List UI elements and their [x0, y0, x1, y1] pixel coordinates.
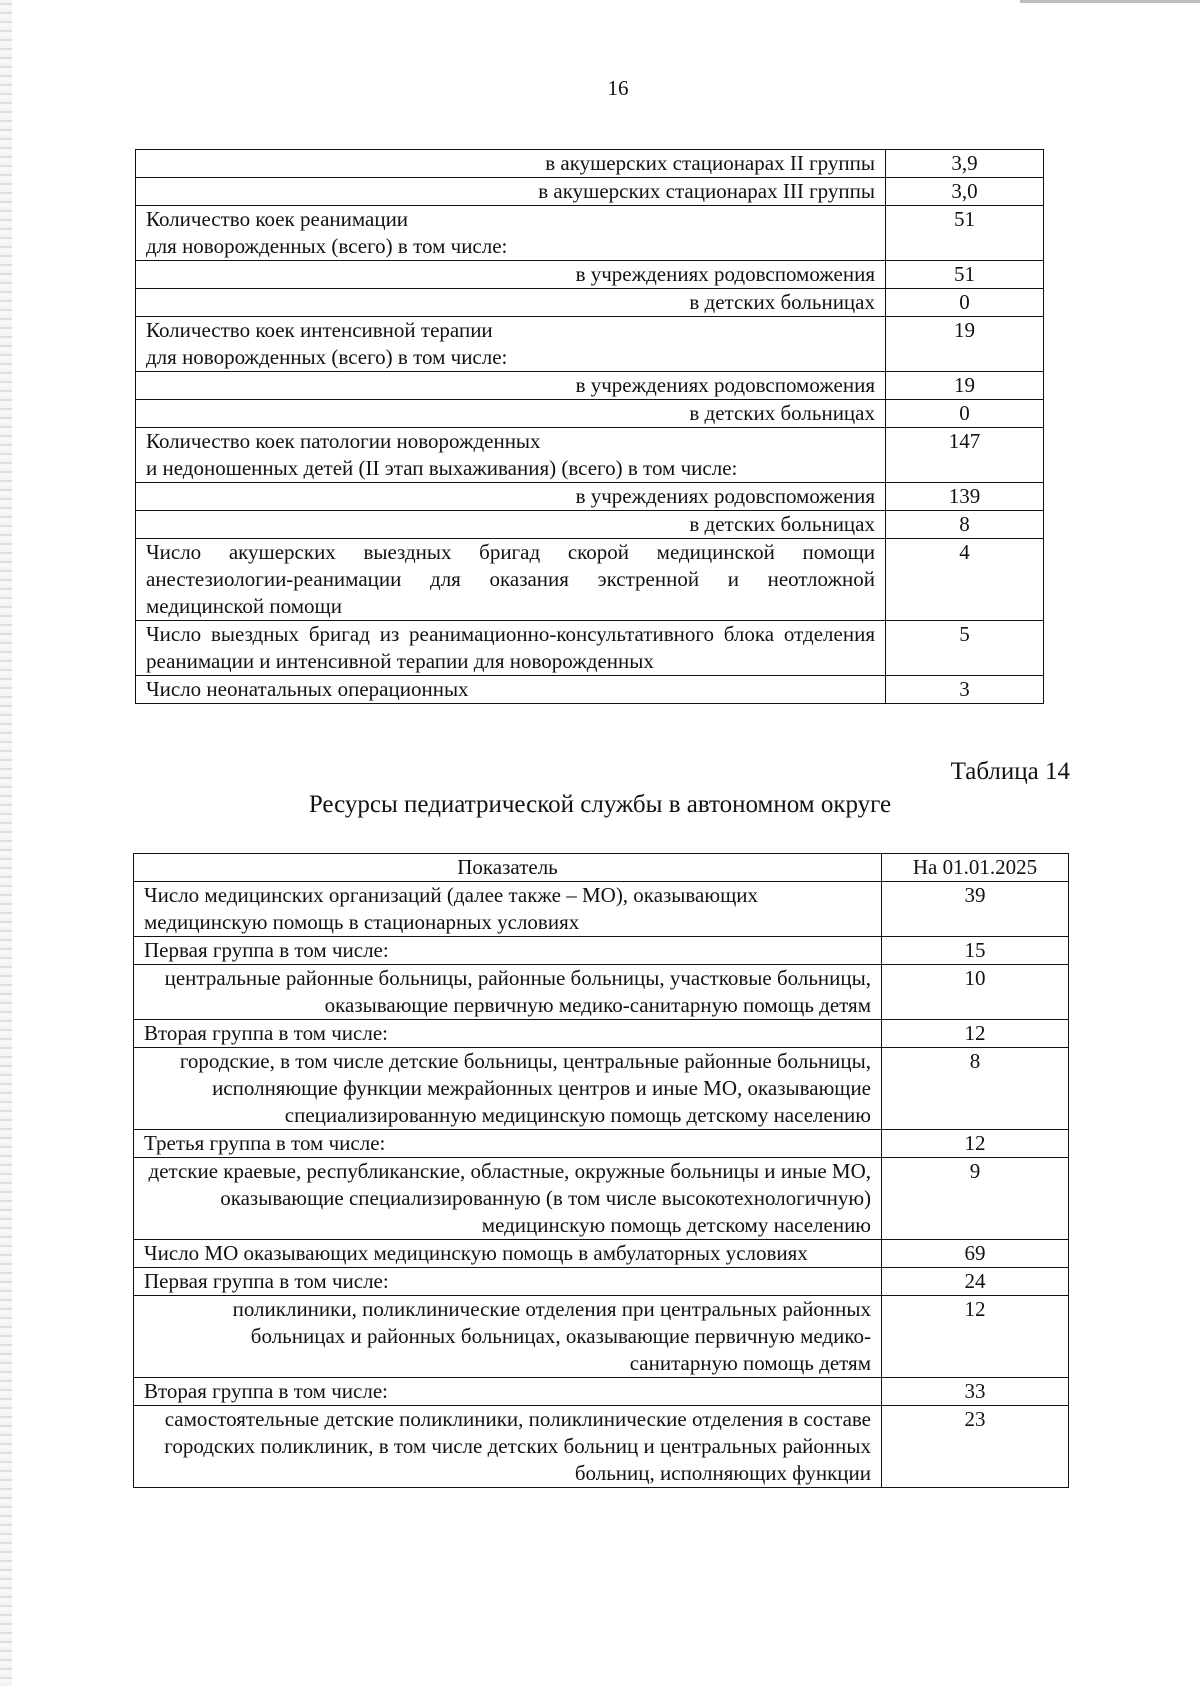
row-label: в учреждениях родовспоможения [136, 261, 886, 289]
row-value: 8 [886, 511, 1044, 539]
table-row [136, 372, 1044, 400]
row-label: центральные районные больницы, районные больницы, участковые больницы, оказывающие первичную медико-санитарную помощь детям [134, 965, 882, 1020]
table-row [134, 1378, 1069, 1406]
header-indicator: Показатель [134, 854, 882, 882]
row-value: 23 [882, 1406, 1069, 1488]
table-14 [133, 853, 1069, 1488]
row-label: Число медицинских организаций (далее также – МО), оказывающих медицинскую помощь в стационарных условиях [134, 882, 882, 937]
page-number: 16 [607, 76, 629, 100]
row-value: 24 [882, 1268, 1069, 1296]
row-label: Первая группа в том числе: [134, 1268, 882, 1296]
row-value: 19 [886, 372, 1044, 400]
scan-edge [0, 0, 12, 1686]
table-row [136, 621, 1044, 676]
row-value: 39 [882, 882, 1069, 937]
row-value: 19 [886, 317, 1044, 372]
row-value: 33 [882, 1378, 1069, 1406]
row-value: 3 [886, 676, 1044, 704]
row-label: в акушерских стационарах III группы [136, 178, 886, 206]
row-value: 8 [882, 1048, 1069, 1130]
table-row [134, 1130, 1069, 1158]
row-label: в акушерских стационарах II группы [136, 150, 886, 178]
table-row [136, 150, 1044, 178]
row-label: Вторая группа в том числе: [134, 1378, 882, 1406]
row-value: 147 [886, 428, 1044, 483]
row-value: 51 [886, 261, 1044, 289]
table-row [134, 937, 1069, 965]
row-value: 139 [886, 483, 1044, 511]
row-value: 10 [882, 965, 1069, 1020]
row-label: Первая группа в том числе: [134, 937, 882, 965]
row-label: Вторая группа в том числе: [134, 1020, 882, 1048]
table-row [134, 1406, 1069, 1488]
table-row [134, 1268, 1069, 1296]
row-label: в детских больницах [136, 511, 886, 539]
table-row [136, 261, 1044, 289]
row-label: в учреждениях родовспоможения [136, 483, 886, 511]
table-row [136, 289, 1044, 317]
row-label: Третья группа в том числе: [134, 1130, 882, 1158]
row-value: 4 [886, 539, 1044, 621]
row-label: Количество коек реанимации для новорожденных (всего) в том числе: [136, 206, 886, 261]
table-row [136, 428, 1044, 483]
row-value: 15 [882, 937, 1069, 965]
row-label: в детских больницах [136, 289, 886, 317]
table-title: Ресурсы педиатрической службы в автономном округе [308, 791, 892, 818]
row-label: в учреждениях родовспоможения [136, 372, 886, 400]
table-row [134, 882, 1069, 937]
table-row [136, 400, 1044, 428]
table-row [136, 178, 1044, 206]
row-label: детские краевые, республиканские, областные, окружные больницы и иные МО, оказывающие специализированную (в том числе высокотехнологичную) медицинскую помощь детскому населению [134, 1158, 882, 1240]
table-row [136, 317, 1044, 372]
row-label: городские, в том числе детские больницы, центральные районные больницы, исполняющие функции межрайонных центров и иные МО, оказывающие специализированную медицинскую помощь детскому населению [134, 1048, 882, 1130]
table-row [136, 511, 1044, 539]
table-number-label: Таблица 14 [950, 758, 1070, 785]
row-value: 3,0 [886, 178, 1044, 206]
table-row [134, 1296, 1069, 1378]
table-row [136, 483, 1044, 511]
table-14-body [134, 882, 1069, 1488]
row-label: Число акушерских выездных бригад скорой медицинской помощи анестезиологии-реанимации для оказания экстренной и неотложной медицинской помощи [136, 539, 886, 621]
row-label: самостоятельные детские поликлиники, поликлинические отделения в составе городских поликлиник, в том числе детских больниц и центральных районных больниц, исполняющих функции [134, 1406, 882, 1488]
table-continuation-body [136, 150, 1044, 704]
row-value: 69 [882, 1240, 1069, 1268]
row-label: Число МО оказывающих медицинскую помощь в амбулаторных условиях [134, 1240, 882, 1268]
row-value: 5 [886, 621, 1044, 676]
row-value: 12 [882, 1020, 1069, 1048]
scan-edge-top [1020, 0, 1200, 3]
table-row [134, 1240, 1069, 1268]
table-row [134, 965, 1069, 1020]
table-row [134, 1020, 1069, 1048]
row-value: 12 [882, 1130, 1069, 1158]
header-date: На 01.01.2025 [882, 854, 1069, 882]
table-row [136, 676, 1044, 704]
row-value: 3,9 [886, 150, 1044, 178]
row-value: 51 [886, 206, 1044, 261]
table-row [134, 1158, 1069, 1240]
row-label: Число выездных бригад из реанимационно-консультативного блока отделения реанимации и интенсивной терапии для новорожденных [136, 621, 886, 676]
row-label: Число неонатальных операционных [136, 676, 886, 704]
row-label: в детских больницах [136, 400, 886, 428]
row-value: 12 [882, 1296, 1069, 1378]
table-row [134, 1048, 1069, 1130]
row-value: 0 [886, 400, 1044, 428]
row-value: 0 [886, 289, 1044, 317]
row-label: поликлиники, поликлинические отделения при центральных районных больницах и районных больницах, оказывающие первичную медико-санитарную помощь детям [134, 1296, 882, 1378]
table-row [136, 206, 1044, 261]
table-continuation [135, 149, 1044, 704]
table-row [136, 539, 1044, 621]
row-label: Количество коек интенсивной терапии для новорожденных (всего) в том числе: [136, 317, 886, 372]
row-value: 9 [882, 1158, 1069, 1240]
row-label: Количество коек патологии новорожденных и недоношенных детей (II этап выхаживания) (всего) в том числе: [136, 428, 886, 483]
table-header-row [134, 854, 1069, 882]
